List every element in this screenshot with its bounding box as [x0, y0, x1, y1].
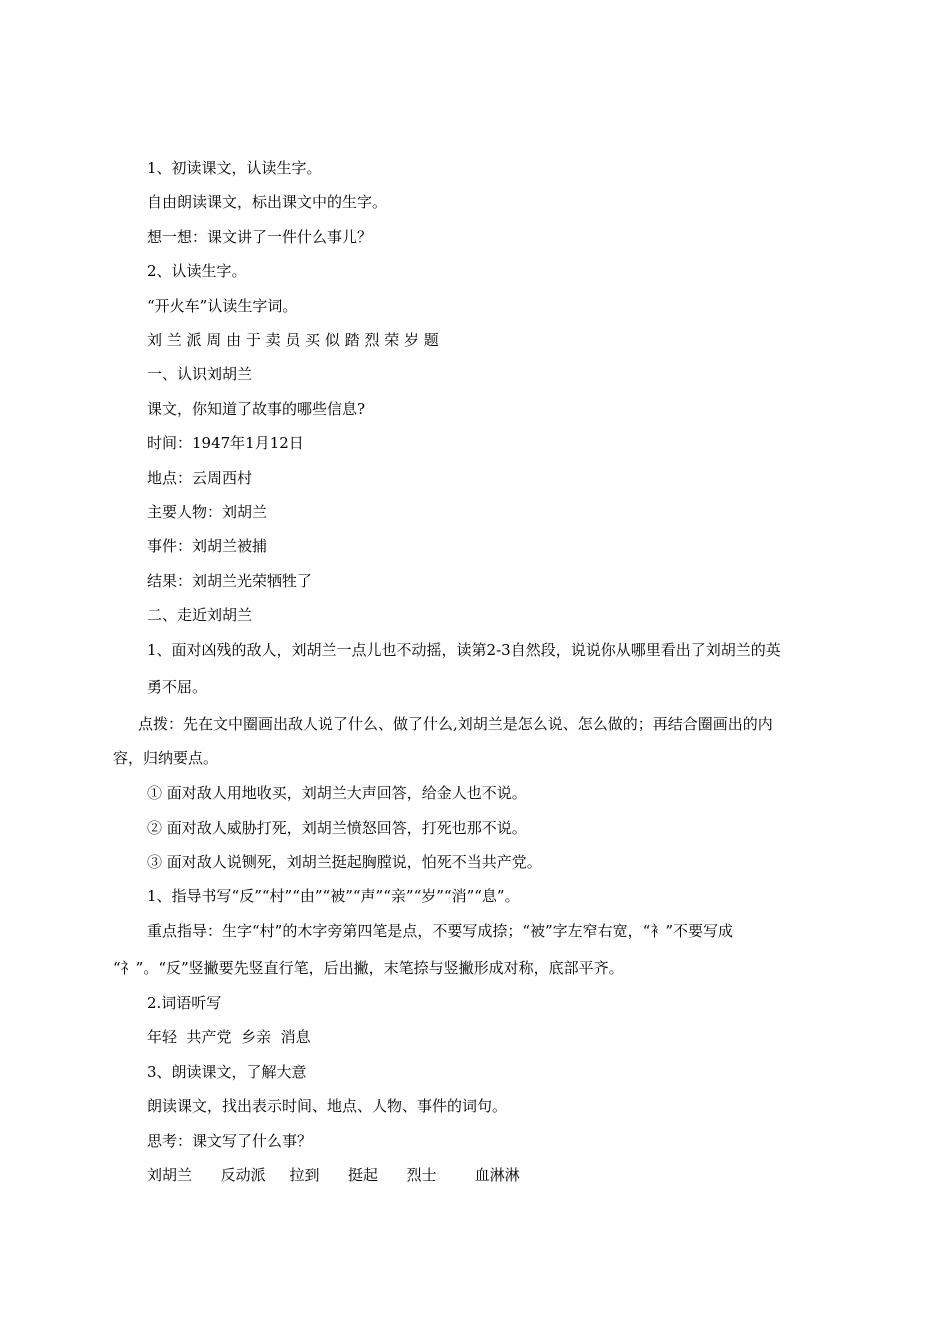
task-paragraph: 1、面对凶残的敌人，刘胡兰一点儿也不动摇，读第2-3自然段，说说你从哪里看出了刘胡兰的英: [147, 641, 781, 659]
task-paragraph-cont: 勇不屈。: [147, 678, 208, 696]
writing-guide-detail: 重点指导：生字“村”的木字旁第四笔是点，不要写成捺；“被”字左窄右宽，“衤”不要写成: [147, 922, 734, 940]
step-2-heading: 2、认读生字。: [147, 262, 247, 280]
writing-guide-detail-cont: “礻”。“反”竖撇要先竖直行笔，后出撇，末笔捺与竖撇形成对称，底部平齐。: [113, 959, 624, 977]
hint-paragraph-cont: 容，归纳要点。: [113, 749, 219, 767]
character-list: 刘 兰 派 周 由 于 卖 员 买 似 踏 烈 荣 岁 题: [147, 331, 439, 349]
question-line: 课文，你知道了故事的哪些信息?: [147, 400, 366, 418]
section-1-heading: 一、认识刘胡兰: [147, 365, 253, 383]
info-event: 事件：刘胡兰被捕: [147, 537, 268, 555]
info-place: 地点：云周西村: [147, 469, 253, 487]
thinking-question: 思考：课文写了什么事？: [147, 1132, 313, 1150]
dictation-words: 年轻 共产党 乡亲 消息: [147, 1028, 311, 1046]
point-2: ② 面对敌人威胁打死，刘胡兰愤怒回答，打死也那不说。: [147, 819, 527, 837]
question-line: 想一想：课文讲了一件什么事儿？: [147, 228, 373, 246]
step-1-heading: 1、初读课文，认读生字。: [147, 159, 322, 177]
writing-guide-heading: 1、指导书写“反”“村”“由”“被”“声”“亲”“岁”“消”“息”。: [147, 887, 520, 905]
reading-instruction: 朗读课文，找出表示时间、地点、人物、事件的词句。: [147, 1097, 508, 1115]
info-character: 主要人物：刘胡兰: [147, 503, 268, 521]
info-result: 结果：刘胡兰光荣牺牲了: [147, 572, 313, 590]
info-time: 时间：1947年1月12日: [147, 434, 304, 452]
hint-paragraph: 点拨：先在文中圈画出敌人说了什么、做了什么,刘胡兰是怎么说、怎么做的；再结合圈画出的内: [138, 715, 773, 733]
instruction-line: “开火车”认读生字词。: [147, 297, 298, 315]
keyword-list: 刘胡兰 反动派 拉到 挺起 烈士 血淋淋: [147, 1166, 520, 1184]
dictation-heading: 2.词语听写: [147, 994, 222, 1012]
reading-heading: 3、朗读课文，了解大意: [147, 1063, 307, 1081]
point-1: ① 面对敌人用地收买，刘胡兰大声回答，给金人也不说。: [147, 784, 527, 802]
point-3: ③ 面对敌人说铡死，刘胡兰挺起胸膛说，怕死不当共产党。: [147, 853, 542, 871]
section-2-heading: 二、走近刘胡兰: [147, 606, 253, 624]
instruction-line: 自由朗读课文，标出课文中的生字。: [147, 193, 388, 211]
